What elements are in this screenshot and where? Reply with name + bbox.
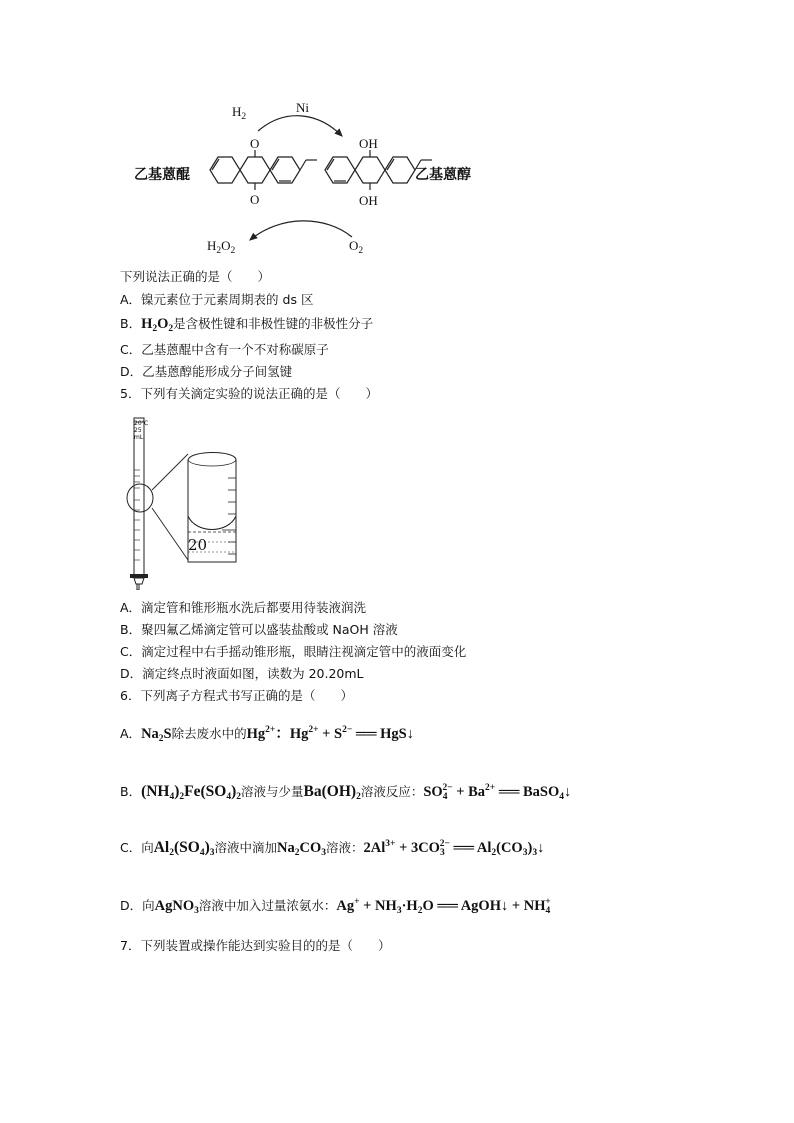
q4-option-b: B．$H_2O_2$是含极性键和非极性键的非极性分子	[120, 316, 374, 334]
q6-option-c: C．向$Al_2(SO_4)_3$溶液中滴加$Na_2CO_3$溶液：$2Al^{3+} + 3CO_3^{2-}$ ══ $Al_2(CO_3)_3↓$	[120, 839, 545, 858]
q5-stem: 5．下列有关滴定实验的说法正确的是（ ）	[120, 386, 378, 401]
q6-option-a: A．$Na_2S$除去废水中的$Hg^{2+}$：$Hg^{2+} + S^{2-}$ ══ HgS↓	[120, 725, 414, 744]
q7-stem: 7．下列装置或操作能达到实验目的的是（ ）	[120, 938, 391, 953]
h2-reagent: $H_2$	[232, 104, 247, 122]
q4-option-d: D．乙基蒽醇能形成分子间氢键	[120, 364, 293, 379]
q5-option-a: A．滴定管和锥形瓶水洗后都要用待装液润洗	[120, 600, 367, 615]
ni-catalyst: Ni	[296, 100, 309, 115]
hydroxyl-oh-top: OH	[359, 136, 378, 151]
q4-stem: 下列说法正确的是（ ）	[120, 269, 271, 284]
q5-option-b: B．聚四氟乙烯滴定管可以盛装盐酸或 NaOH 溶液	[120, 622, 398, 637]
q6-option-b: B．$(NH_4)_2Fe(SO_4)_2$溶液与少量$Ba(OH)_2$溶液反应：$SO_4^{2-} + Ba^{2+}$ ══ BaSO$_4$↓	[120, 783, 572, 802]
meniscus-reading-20: 20	[188, 536, 208, 554]
h2o2-product: $H_2O_2$	[207, 238, 236, 256]
carbonyl-o-bottom: O	[250, 192, 260, 207]
bottom-reaction-arrow	[250, 221, 352, 240]
top-reaction-arrow	[258, 116, 342, 136]
q4-option-c: C．乙基蒽醌中含有一个不对称碳原子	[120, 342, 329, 357]
q5-option-c: C．滴定过程中右手摇动锥形瓶，眼睛注视滴定管中的液面变化	[120, 644, 467, 659]
burette-label: 20℃ 25 mL	[134, 420, 149, 441]
hydroxyl-oh-bottom: OH	[359, 193, 378, 208]
o2-reagent: $O_2$	[349, 238, 364, 256]
q4-option-a: A．镍元素位于元素周期表的 ds 区	[120, 292, 314, 307]
q5-option-d: D．滴定终点时液面如图，读数为 20.20mL	[120, 666, 364, 681]
q6-stem: 6．下列离子方程式书写正确的是（ ）	[120, 688, 353, 703]
left-compound-name: 乙基蒽醌	[134, 167, 190, 183]
right-compound-name: 乙基蒽醇	[415, 167, 471, 183]
q6-option-d: D．向AgNO$_3$溶液中加入过量浓氨水：$Ag^+ + NH_3\cdot H_2O$ ══ AgOH↓ + $NH_4^+$	[120, 897, 551, 916]
carbonyl-o-top: O	[250, 136, 260, 151]
ethylanthraquinone-structure	[210, 150, 317, 190]
anthraquinone-cycle-diagram	[0, 0, 794, 270]
